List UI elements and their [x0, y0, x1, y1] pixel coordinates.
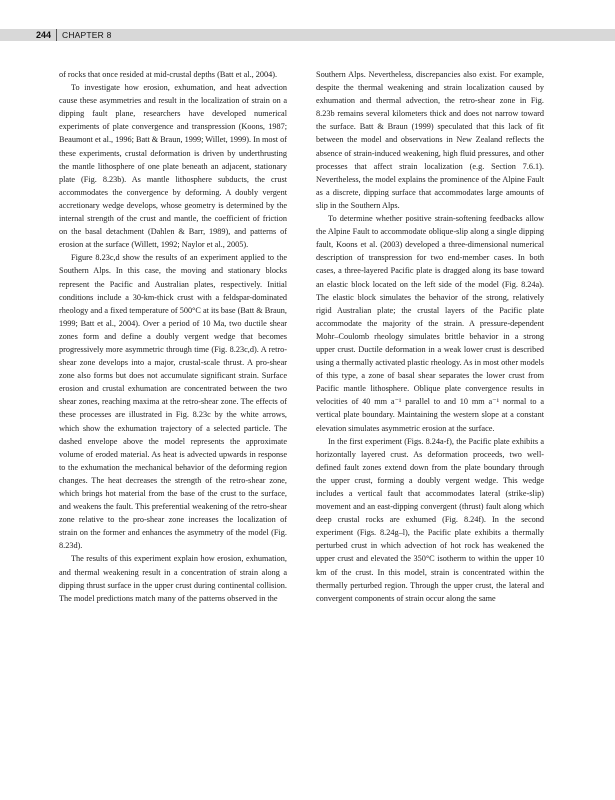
paragraph: Southern Alps. Nevertheless, discrepancies also exist. For example, despite the thermal weakening and strain localization caused by exhumation and thermal advection, the retro-shear zone in Fig. 8.23b remains several kilometers thick and does not narrow toward the surface. Batt & Braun (1999) speculated that this lack of fit between the model and observations in New Zealand reflects the absence of strain-induced weakening, high fluid pressures, and other processes that affect strain localization (e.g. Section 7.6.1). Nevertheless, the model explains the prominence of the Alpine Fault as a discrete, dipping surface that accommodates large amounts of slip in the Southern Alps.	[316, 70, 544, 210]
left-text-column	[59, 68, 287, 605]
paragraph: In the first experiment (Figs. 8.24a-f), the Pacific plate exhibits a horizontally layered crust. As deformation proceeds, two well-defined fault zones extend down from the plate boundary through the upper crust, forming a doubly vergent wedge. This wedge includes a vertical fault that accommodates lateral (strike-slip) movement and an east-dipping convergent (thrust) fault along which deep crustal rocks are exhumed (Fig. 8.24f). In the second experiment (Figs. 8.24g–l), the Pacific plate exhibits a thermally perturbed crust in which advection of hot rock has weakened the upper crust and elevated the 350°C isotherm to within the upper 10 km of the crust. In this model, strain is concentrated within the thermally perturbed region. Through the upper crust, the lateral and convergent components of strain occur along the same	[316, 436, 544, 603]
paragraph: To determine whether positive strain-softening feedbacks allow the Alpine Fault to accommodate oblique-slip along a single dipping fault, Koons et al. (2003) developed a three-dimensional numerical description of transpression for two end-member cases. In both cases, a three-layered Pacific plate is dragged along its base toward an elastic block located on the left side of the model (Fig. 8.24a). The elastic block simulates the behavior of the strong, relatively rigid Australian plate; the crustal layers of the Pacific plate accommodate the majority of the strain. A pressure-dependent Mohr–Coulomb rheology simulates brittle behavior in a strong upper crust. Ductile deformation in a weak lower crust is described using a thermally activated plastic rheology. As in most other models of this type, a zone of basal shear separates the lower crust from Pacific mantle lithosphere. Oblique plate convergence results in velocities of 40 mm a⁻¹ parallel to and 10 mm a⁻¹ normal to a vertical plate boundary. Maintaining the western slope at a constant elevation simulates asymmetric erosion at the surface.	[316, 214, 544, 433]
paragraph: Figure 8.23c,d show the results of an experiment applied to the Southern Alps. In this case, the moving and stationary blocks represent the Pacific and Australian plates, respectively. Initial conditions include a 30-km-thick crust with a feldspar-dominated rheology and a fixed temperature of 500°C at its base (Batt & Braun, 1999; Batt et al., 2004). Over a period of 10 Ma, two ductile shear zones form and define a doubly vergent wedge that becomes progressively more asymmetric through time (Fig. 8.23c,d). A retro-shear zone develops into a major, crustal-scale thrust. A pro-shear zone also forms but does not accumulate significant strain. Surface erosion and crustal exhumation are concentrated between the two shear zones, reaching maxima at the retro-shear zone. The effects of these processes are illustrated in Fig. 8.23c by the white arrows, which show the exhumation trajectory of a selected particle. The dashed envelope above the model represents the approximate volume of eroded material. As heat is advected upwards in response to the exhumation the mechanical behavior of the deforming region changes. The heat decreases the strength of the retro-shear zone, which brings hot material from the base of the crust to the surface, and weakens the fault. This preferential weakening of the retro-shear zone relative to the pro-shear zone increases the localization of strain on the former and enhances the asymmetry of the model (Fig. 8.23d).	[59, 253, 287, 551]
paragraph: To investigate how erosion, exhumation, and heat advection cause these asymmetries and result in the localization of strain on a dipping fault plane, researchers have developed numerical experiments of plate convergence and transpression (Koons, 1987; Beaumont et al., 1996; Batt & Braun, 1999; Willet, 1999). In most of these experiments, crustal deformation is driven by underthrusting the mantle lithosphere of one plate beneath an adjacent, stationary plate (Fig. 8.23b). As mantle lithosphere subducts, the crust accommodates the convergence by deforming. A doubly vergent accretionary wedge develops, whose geometry is determined by the internal strength of the crust and mantle, the coefficient of friction on the basal detachment (Dahlen & Barr, 1989), and patterns of erosion at the surface (Willett, 1992; Naylor et al., 2005).	[59, 83, 287, 250]
header-divider	[56, 29, 57, 41]
paragraph: The results of this experiment explain how erosion, exhumation, and thermal weakening result in a concentration of strain along a dipping thrust surface in the upper crust during continental collision. The model predictions match many of the patterns observed in the	[59, 554, 287, 603]
paragraph: of rocks that once resided at mid-crustal depths (Batt et al., 2004).	[59, 70, 278, 79]
page-number: 244	[35, 30, 51, 40]
right-text-column	[316, 68, 544, 605]
chapter-title: CHAPTER 8	[62, 30, 112, 40]
